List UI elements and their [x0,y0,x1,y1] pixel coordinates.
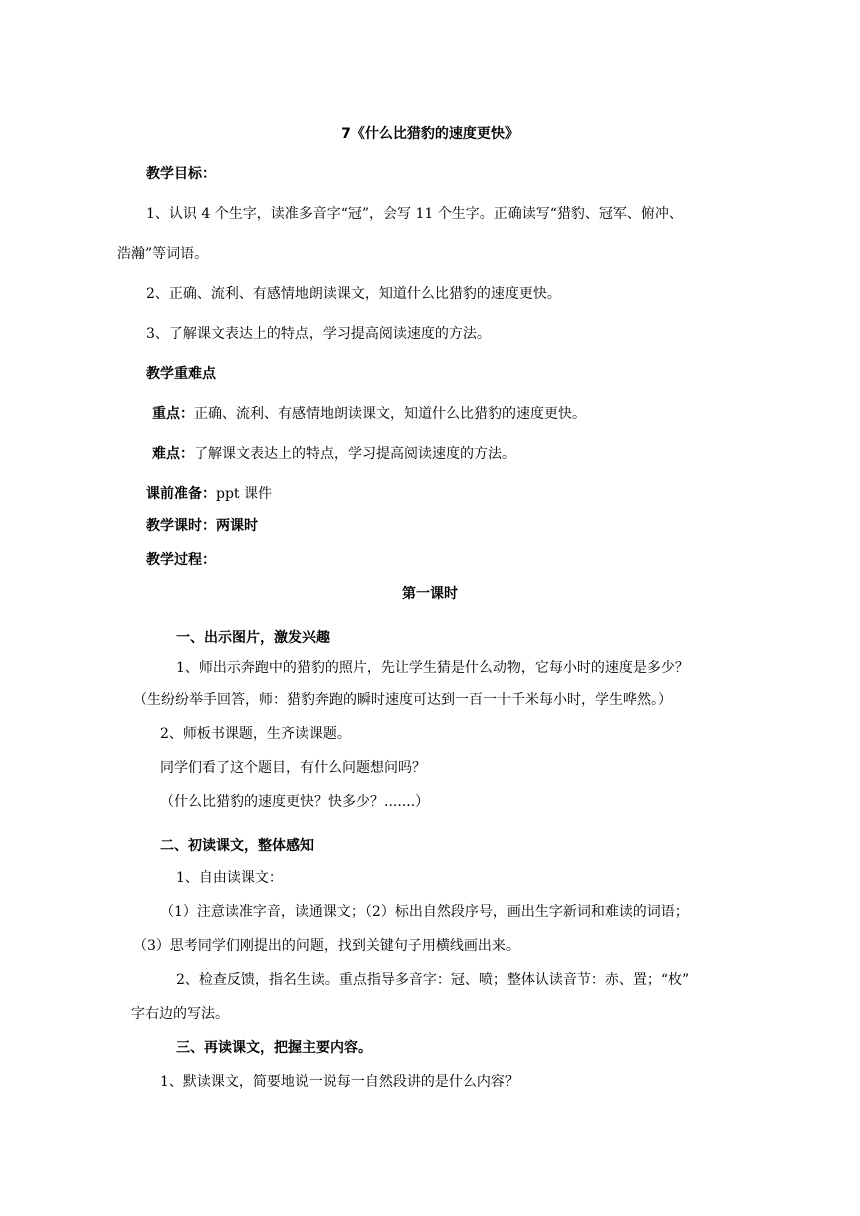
hours [146,516,258,536]
lesson-one-heading: 第一课时 [402,586,458,602]
hours-label: 教学课时： [146,518,216,534]
s1-line4: 同学们看了这个题目，有什么问题想问吗？ [160,760,426,776]
section-2-heading: 二、初读课文，整体感知 [160,838,314,854]
key-point-text: 正确、流利、有感情地朗读课文，知道什么比猎豹的速度更快。 [194,406,586,422]
hours-text: 两课时 [216,518,258,534]
s2-line4: 2、检查反馈，指名生读。重点指导多音字：冠、喷；整体认读音节：赤、置；“枚” [176,972,690,988]
prep-label: 课前准备： [146,486,216,502]
s2-line1: 1、自由读课文： [176,870,283,886]
prep-text: ppt 课件 [216,486,272,502]
key-points-heading: 教学重难点 [146,366,216,382]
difficulty-label: 难点： [152,446,194,462]
s1-line5: （什么比猎豹的速度更快？快多少？.......） [160,794,430,810]
s2-line2: （1）注意读准字音，读通课文；（2）标出自然段序号，画出生字新词和难读的词语； [160,904,689,920]
s3-line1: 1、默读课文，简要地说一说每一自然段讲的是什么内容？ [160,1074,519,1090]
difficulty [152,444,516,464]
s2-line3: （3）思考同学们刚提出的问题，找到关键句子用横线画出来。 [133,938,520,954]
key-point-label: 重点： [152,406,194,422]
prep [146,484,272,504]
process-heading: 教学过程： [146,552,216,568]
objective-3: 3、了解课文表达上的特点，学习提高阅读速度的方法。 [146,326,491,342]
s1-line2: （生纷纷举手回答，师：猎豹奔跑的瞬时速度可达到一百一十千米每小时，学生哗然。） [133,692,672,708]
objective-1-line2: 浩瀚”等词语。 [117,246,209,262]
key-point [152,404,586,424]
section-1-heading: 一、出示图片，激发兴趣 [176,630,330,646]
objective-2: 2、正确、流利、有感情地朗读课文，知道什么比猎豹的速度更快。 [146,286,561,302]
objectives-heading: 教学目标： [146,166,216,182]
s1-line1: 1、师出示奔跑中的猎豹的照片，先让学生猜是什么动物，它每小时的速度是多少？ [176,660,689,676]
difficulty-text: 了解课文表达上的特点，学习提高阅读速度的方法。 [194,446,516,462]
s2-line5: 字右边的写法。 [131,1006,229,1022]
s1-line3: 2、师板书课题，生齐读课题。 [160,726,351,742]
page-title: 7《什么比猎豹的速度更快》 [341,126,519,142]
objective-1-line1: 1、认识 4 个生字，读准多音字“冠”，会写 11 个生字。正确读写“猎豹、冠军、俯冲、 [146,206,683,222]
section-3-heading: 三、再读课文，把握主要内容。 [176,1040,372,1056]
